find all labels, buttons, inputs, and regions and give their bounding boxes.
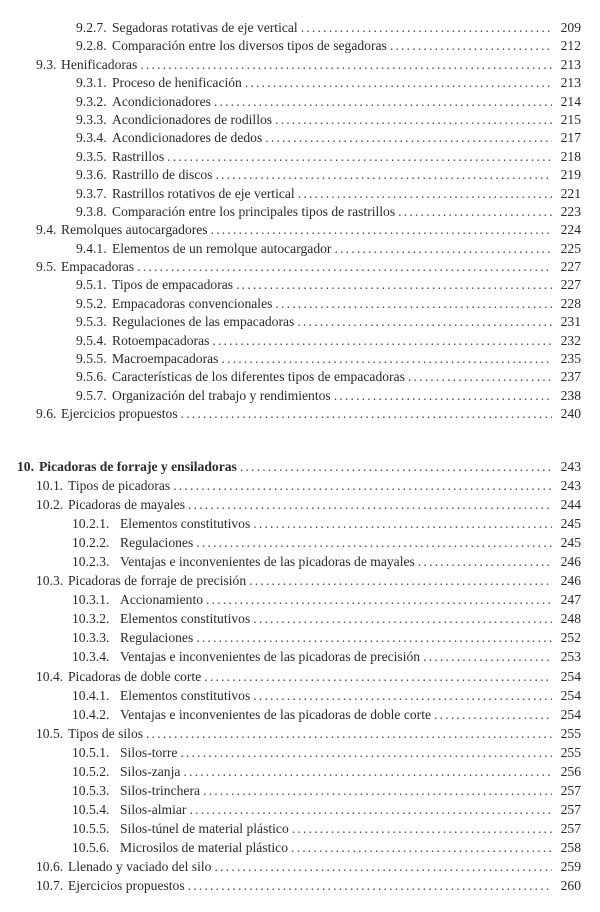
dot-leader (211, 222, 552, 238)
toc-entry-page: 255 (560, 725, 581, 741)
toc-entry (0, 878, 600, 897)
dot-leader (212, 333, 552, 349)
toc-entry-title: Silos-almiar (120, 801, 187, 817)
toc-entry-number: 9.3.6. (76, 167, 107, 183)
toc-entry-page: 244 (560, 497, 581, 513)
dot-leader (180, 745, 552, 761)
toc-entry-number: 10.3.3. (72, 630, 110, 646)
toc-entry-title: Llenado y vaciado del silo (68, 858, 212, 874)
toc-entry (0, 688, 600, 707)
toc-entry-number: 10.5.6. (72, 839, 110, 855)
dot-leader (203, 783, 552, 799)
toc-entry-number: 9.4. (36, 222, 57, 238)
toc-entry (0, 259, 600, 277)
toc-chapter-heading (0, 459, 600, 478)
toc-section-chapter-9 (0, 20, 600, 425)
toc-entry-page: 255 (560, 744, 581, 760)
toc-entry-title: Picadoras de forraje de precisión (68, 573, 247, 589)
toc-entry (0, 516, 600, 535)
toc-entry (0, 764, 600, 783)
toc-entry-title: Regulaciones (120, 630, 194, 646)
toc-entry-title: Ventajas e inconvenientes de las picadoras de mayales (120, 554, 415, 570)
dot-leader (221, 351, 552, 367)
toc-entry-number: 9.3.1. (76, 75, 107, 91)
toc-entry (0, 783, 600, 802)
toc-entry-title: Ejercicios propuestos (68, 878, 185, 894)
dot-leader (173, 478, 552, 494)
toc-entry-title: Macroempacadoras (112, 351, 219, 367)
toc-entry-number: 9.5.3. (76, 314, 107, 330)
toc-entry-title: Acondicionadores de rodillos (112, 111, 273, 127)
toc-entry-page: 227 (560, 277, 581, 293)
toc-entry (0, 554, 600, 573)
toc-entry (0, 204, 600, 222)
toc-entry-number: 9.5.6. (76, 369, 107, 385)
toc-entry-number: 10.5.1. (72, 744, 110, 760)
toc-entry-number: 9.3.4. (76, 130, 107, 146)
dot-leader (189, 802, 552, 818)
toc-entry-page: 254 (560, 687, 581, 703)
toc-entry-page: 215 (560, 111, 581, 127)
toc-entry (0, 314, 600, 332)
toc-entry (0, 726, 600, 745)
toc-entry-title: Remolques autocargadores (61, 222, 208, 238)
toc-entry-title: Proceso de henificación (112, 75, 242, 91)
toc-entry-title: Rastrillo de discos (112, 167, 213, 183)
dot-leader (297, 314, 552, 330)
toc-entry-title: Regulaciones de las empacadoras (112, 314, 295, 330)
toc-entry-number: 10.3.1. (72, 592, 110, 608)
toc-entry-page: 257 (560, 820, 581, 836)
toc-entry-title: Ventajas e inconvenientes de las picadoras de doble corte (120, 706, 432, 722)
toc-entry-number: 9.3.8. (76, 203, 107, 219)
toc-entry-title: Tipos de empacadoras (112, 277, 234, 293)
dot-leader (236, 277, 552, 293)
toc-entry-page: 246 (560, 554, 581, 570)
toc-entry-title: Microsilos de material plástico (120, 839, 288, 855)
toc-entry-number: 9.3.5. (76, 148, 107, 164)
toc-entry (0, 802, 600, 821)
toc-entry-page: 252 (560, 630, 581, 646)
toc-entry-page: 228 (560, 295, 581, 311)
dot-leader (275, 112, 552, 128)
toc-entry (0, 369, 600, 387)
toc-entry-page: 254 (560, 706, 581, 722)
toc-entry-number: 10.4. (36, 668, 64, 684)
toc-entry-number: 10.3. (36, 573, 64, 589)
toc-entry-page: 257 (560, 801, 581, 817)
toc-entry-number: 10.4.2. (72, 706, 110, 722)
toc-entry (0, 296, 600, 314)
toc-entry-page: 246 (560, 573, 581, 589)
toc-entry (0, 478, 600, 497)
toc-entry (0, 745, 600, 764)
toc-entry-number: 10.5. (36, 725, 64, 741)
toc-entry-page: 243 (560, 478, 581, 494)
toc-entry (0, 167, 600, 185)
dot-leader (398, 204, 552, 220)
toc-entry (0, 351, 600, 369)
toc-entry-number: 9.5.2. (76, 295, 107, 311)
toc-entry-title: Empacadoras (61, 259, 135, 275)
toc-entry-title: Silos-zanja (120, 763, 181, 779)
toc-entry-title: Empacadoras convencionales (112, 295, 273, 311)
dot-leader (434, 707, 552, 723)
toc-entry-page: 213 (560, 56, 581, 72)
dot-leader (249, 573, 552, 589)
toc-entry-title: Elementos de un remolque autocargador (112, 240, 332, 256)
toc-entry (0, 20, 600, 38)
dot-leader (265, 130, 552, 146)
toc-entry-number: 9.5.1. (76, 277, 107, 293)
toc-entry (0, 149, 600, 167)
dot-leader (204, 669, 552, 685)
toc-entry (0, 535, 600, 554)
toc-entry-number: 10.4.1. (72, 687, 110, 703)
toc-entry-title: Rotoempacadoras (112, 332, 210, 348)
toc-entry-page: 258 (560, 839, 581, 855)
toc-entry-title: Ejercicios propuestos (61, 406, 178, 422)
toc-entry-page: 209 (560, 20, 581, 35)
dot-leader (188, 878, 552, 894)
dot-leader (275, 296, 552, 312)
toc-entry-number: 9.5.4. (76, 332, 107, 348)
dot-leader (240, 459, 552, 475)
toc-entry-title: Picadoras de mayales (68, 497, 186, 513)
toc-entry-title: Silos-túnel de material plástico (120, 820, 289, 836)
toc-entry-page: 245 (560, 535, 581, 551)
toc-entry-page: 238 (560, 387, 581, 403)
toc-entry (0, 406, 600, 424)
dot-leader (140, 57, 552, 73)
toc-entry-title: Elementos constitutivos (120, 611, 251, 627)
toc-entry (0, 388, 600, 406)
toc-entry-number: 10.2.3. (72, 554, 110, 570)
toc-entry-page: 243 (560, 459, 581, 474)
dot-leader (334, 388, 552, 404)
dot-leader (418, 554, 552, 570)
toc-entry (0, 75, 600, 93)
toc-entry-page: 225 (560, 240, 581, 256)
toc-entry-title: Rastrillos (112, 148, 165, 164)
toc-entry-page: 259 (560, 858, 581, 874)
toc-entry (0, 497, 600, 516)
toc-entry-number: 10.2.1. (72, 516, 110, 532)
toc-entry-title: Rastrillos rotativos de eje vertical (112, 185, 295, 201)
toc-entry-number: 9.3. (36, 56, 57, 72)
toc-entry-number: 10.2. (36, 497, 64, 513)
toc-entry-title: Picadoras de forraje y ensiladoras (39, 459, 237, 474)
toc-entry-number: 10.5.2. (72, 763, 110, 779)
toc-entry-number: 10.3.4. (72, 649, 110, 665)
toc-entry-page: 248 (560, 611, 581, 627)
toc-entry-number: 9.3.3. (76, 111, 107, 127)
toc-entry (0, 130, 600, 148)
toc-entry-title: Características de los diferentes tipos de empacadoras (112, 369, 405, 385)
dot-leader (181, 406, 552, 422)
toc-entry-number: 9.5. (36, 259, 57, 275)
dot-leader (214, 859, 552, 875)
toc-entry-page: 260 (560, 878, 581, 894)
toc-entry-page: 247 (560, 592, 581, 608)
toc-entry-page: 253 (560, 649, 581, 665)
dot-leader (183, 764, 552, 780)
dot-leader (196, 535, 552, 551)
toc-entry-title: Picadoras de doble corte (68, 668, 202, 684)
dot-leader (137, 259, 552, 275)
toc-entry-page: 219 (560, 167, 581, 183)
dot-leader (253, 688, 552, 704)
toc-entry-title: Comparación entre los principales tipos de rastrillos (112, 203, 396, 219)
dot-leader (167, 149, 552, 165)
toc-entry-title: Acondicionadores (112, 93, 211, 109)
toc-entry-number: 10.7. (36, 878, 64, 894)
dot-leader (298, 186, 552, 202)
toc-entry-number: 10.1. (36, 478, 64, 494)
toc-entry-title: Henificadoras (61, 56, 138, 72)
toc-entry-title: Segadoras rotativas de eje vertical (112, 20, 298, 35)
toc-entry (0, 241, 600, 259)
toc-entry-number: 9.5.5. (76, 351, 107, 367)
dot-leader (253, 611, 552, 627)
toc-entry-title: Regulaciones (120, 535, 194, 551)
toc-entry-number: 10. (17, 459, 34, 474)
dot-leader (196, 630, 552, 646)
toc-entry-page: 237 (560, 369, 581, 385)
toc-entry-number: 9.4.1. (76, 240, 107, 256)
toc-entry-page: 218 (560, 148, 581, 164)
toc-entry (0, 707, 600, 726)
toc-entry-page: 240 (560, 406, 581, 422)
toc-entry-page: 221 (560, 185, 581, 201)
toc-entry-page: 254 (560, 668, 581, 684)
toc-entry-title: Silos-torre (120, 744, 178, 760)
toc-entry-page: 245 (560, 516, 581, 532)
toc-entry (0, 859, 600, 878)
toc-entry-page: 256 (560, 763, 581, 779)
dot-leader (390, 38, 552, 54)
toc-entry (0, 38, 600, 56)
toc-entry (0, 649, 600, 668)
toc-entry (0, 630, 600, 649)
toc-entry-number: 10.3.2. (72, 611, 110, 627)
toc-entry (0, 222, 600, 240)
toc-entry-page: 223 (560, 203, 581, 219)
toc-entry (0, 94, 600, 112)
toc-entry-page: 217 (560, 130, 581, 146)
dot-leader (408, 369, 552, 385)
toc-entry-number: 9.3.2. (76, 93, 107, 109)
toc-entry (0, 592, 600, 611)
toc-entry-page: 231 (560, 314, 581, 330)
dot-leader (253, 516, 552, 532)
toc-entry (0, 821, 600, 840)
dot-leader (215, 167, 552, 183)
toc-entry-title: Organización del trabajo y rendimientos (112, 387, 331, 403)
toc-entry-number: 9.5.7. (76, 387, 107, 403)
toc-entry-number: 10.5.5. (72, 820, 110, 836)
dot-leader (214, 94, 552, 110)
toc-entry-title: Silos-trinchera (120, 782, 201, 798)
toc-entry-page: 213 (560, 75, 581, 91)
toc-entry (0, 186, 600, 204)
dot-leader (423, 649, 552, 665)
toc-entry-title: Tipos de picadoras (68, 478, 171, 494)
toc-entry-page: 257 (560, 782, 581, 798)
toc-entry-number: 10.5.3. (72, 782, 110, 798)
toc-entry-number: 9.2.7. (76, 20, 107, 35)
toc-entry-page: 235 (560, 351, 581, 367)
toc-entry-page: 232 (560, 332, 581, 348)
toc-section-chapter-10 (0, 459, 600, 897)
toc-entry-page: 212 (560, 38, 581, 54)
dot-leader (146, 726, 552, 742)
dot-leader (334, 241, 552, 257)
toc-entry-number: 10.2.2. (72, 535, 110, 551)
toc-entry-number: 9.6. (36, 406, 57, 422)
dot-leader (188, 497, 552, 513)
toc-entry (0, 112, 600, 130)
toc-entry-title: Tipos de silos (68, 725, 144, 741)
toc-entry-number: 9.3.7. (76, 185, 107, 201)
toc-entry (0, 840, 600, 859)
dot-leader (245, 75, 552, 91)
toc-entry-number: 9.2.8. (76, 38, 107, 54)
toc-entry (0, 573, 600, 592)
toc-entry-page: 214 (560, 93, 581, 109)
toc-entry-number: 10.5.4. (72, 801, 110, 817)
dot-leader (292, 821, 552, 837)
toc-entry (0, 611, 600, 630)
dot-leader (301, 20, 552, 36)
toc-entry (0, 333, 600, 351)
toc-entry-title: Elementos constitutivos (120, 687, 251, 703)
toc-entry-title: Elementos constitutivos (120, 516, 251, 532)
toc-entry (0, 277, 600, 295)
toc-entry-title: Acondicionadores de dedos (112, 130, 263, 146)
dot-leader (291, 840, 552, 856)
toc-entry (0, 57, 600, 75)
toc-entry (0, 669, 600, 688)
toc-entry-number: 10.6. (36, 858, 64, 874)
toc-entry-page: 227 (560, 259, 581, 275)
dot-leader (206, 592, 552, 608)
toc-entry-title: Accionamiento (120, 592, 204, 608)
toc-entry-title: Ventajas e inconvenientes de las picadoras de precisión (120, 649, 421, 665)
toc-entry-title: Comparación entre los diversos tipos de segadoras (112, 38, 387, 54)
toc-entry-page: 224 (560, 222, 581, 238)
